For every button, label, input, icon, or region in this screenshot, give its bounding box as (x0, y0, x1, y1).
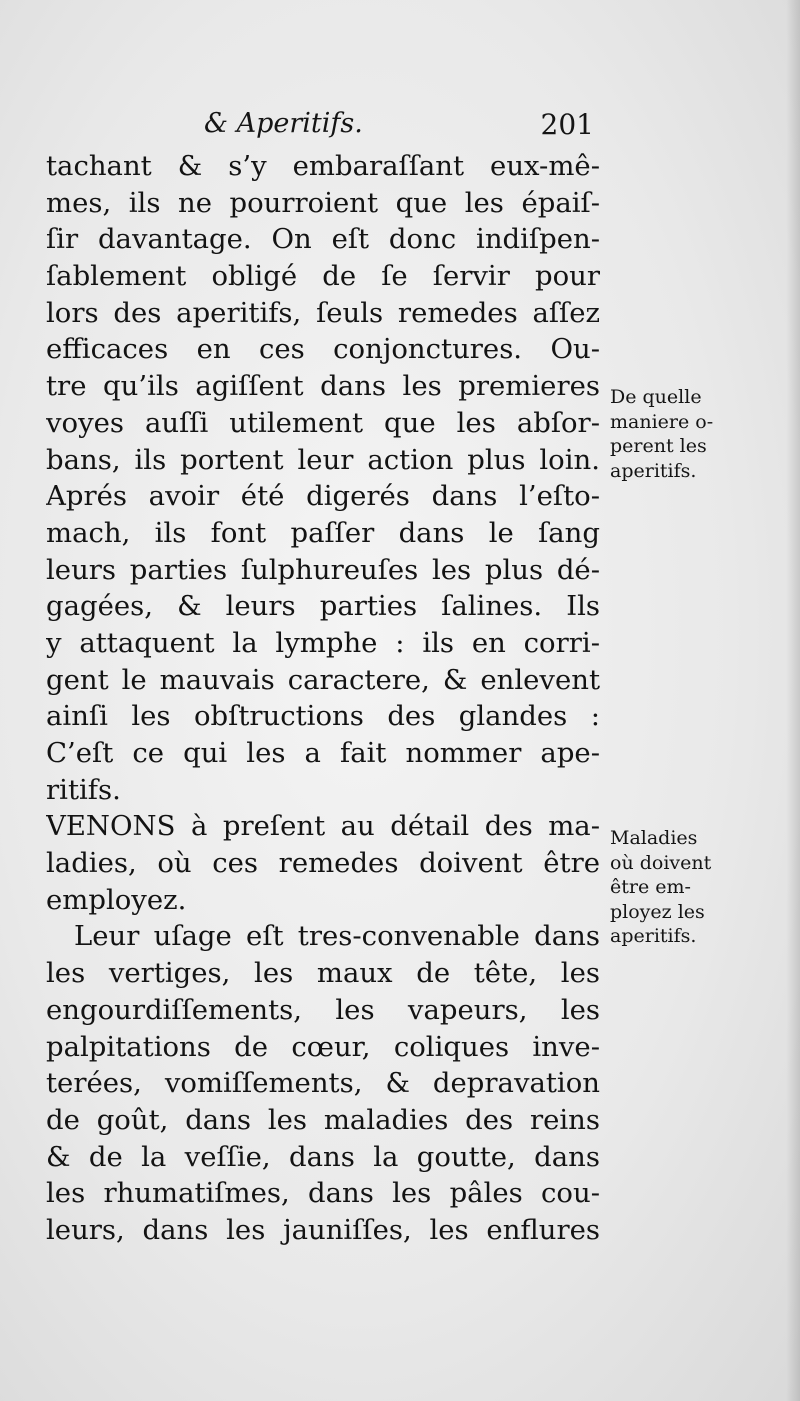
text-line: mach, ils font paſſer dans le ſang (46, 516, 600, 549)
text-line: ſir davantage. On eſt donc indiſpen- (46, 223, 600, 256)
text-line: voyes auſſi utilement que les abſor- (46, 406, 600, 439)
text-line: leurs parties ſulphureuſes les plus dé- (46, 553, 600, 586)
margin-note-line: ployez les (610, 900, 705, 923)
text-line: lors des aperitifs, ſeuls remedes aſſez (46, 296, 600, 329)
text-line: palpitations de cœur, coliques inve- (46, 1030, 600, 1063)
text-line: Leur uſage eſt tres-convenable dans (74, 920, 600, 953)
text-line: C’eſt ce qui les a fait nommer ape- (46, 737, 600, 769)
text-line: Aprés avoir été digerés dans l’eſto- (46, 480, 600, 513)
text-line: ainſi les obſtructions des glandes : (46, 700, 600, 733)
page-edge-shadow (786, 0, 800, 1401)
text-line: terées, vomiſſements, & depravation (46, 1067, 600, 1100)
text-line: y attaquent la lymphe : ils en corri- (46, 626, 600, 659)
text-line: ladies, où ces remedes doivent être (46, 847, 600, 880)
text-line: VENONS à preſent au détail des ma- (46, 810, 600, 843)
text-line: ſablement obligé de ſe ſervir pour (46, 260, 600, 293)
margin-note-line: être em- (610, 876, 691, 898)
text-line: de goût, dans les maladies des reins (46, 1103, 600, 1136)
text-line: efficaces en ces conjonctures. Ou- (46, 333, 600, 366)
margin-note-line: perent les (610, 435, 707, 457)
text-line: gent le mauvais caractere, & enlevent (46, 663, 600, 696)
text-line: ritifs. (46, 773, 121, 806)
margin-note-line: De quelle (610, 386, 702, 408)
page-number: 201 (540, 108, 594, 141)
margin-note-line: où doivent (610, 851, 712, 874)
page-header (46, 104, 594, 148)
text-line: mes, ils ne pourroient que les épaiſ- (46, 186, 600, 219)
text-line: engourdiſſements, les vapeurs, les (46, 993, 600, 1026)
margin-note-line: aperitifs. (610, 459, 697, 482)
text-line: les rhumatiſmes, dans les pâles cou- (46, 1177, 600, 1210)
text-line: tre qu’ils agiſſent dans les premieres (46, 370, 600, 403)
running-head: & Aperitifs. (204, 108, 363, 139)
text-line: bans, ils portent leur action plus loin. (46, 443, 600, 476)
text-line: employez. (46, 883, 187, 916)
margin-note-line: Maladies (610, 827, 698, 849)
text-line: les vertiges, les maux de tête, les (46, 957, 600, 990)
margin-note-maladies (610, 826, 795, 949)
margin-note-operation (610, 385, 795, 483)
text-line: tachant & s’y embaraſſant eux-mê- (46, 150, 600, 182)
margin-note-line: aperitifs. (610, 925, 697, 947)
body-text (46, 148, 600, 1249)
text-line: & de la veſſie, dans la goutte, dans (46, 1140, 600, 1173)
text-line: leurs, dans les jauniſſes, les enflures (46, 1213, 600, 1246)
margin-note-line: maniere o- (610, 410, 714, 433)
text-line: gagées, & leurs parties ſalines. Ils (46, 590, 600, 623)
